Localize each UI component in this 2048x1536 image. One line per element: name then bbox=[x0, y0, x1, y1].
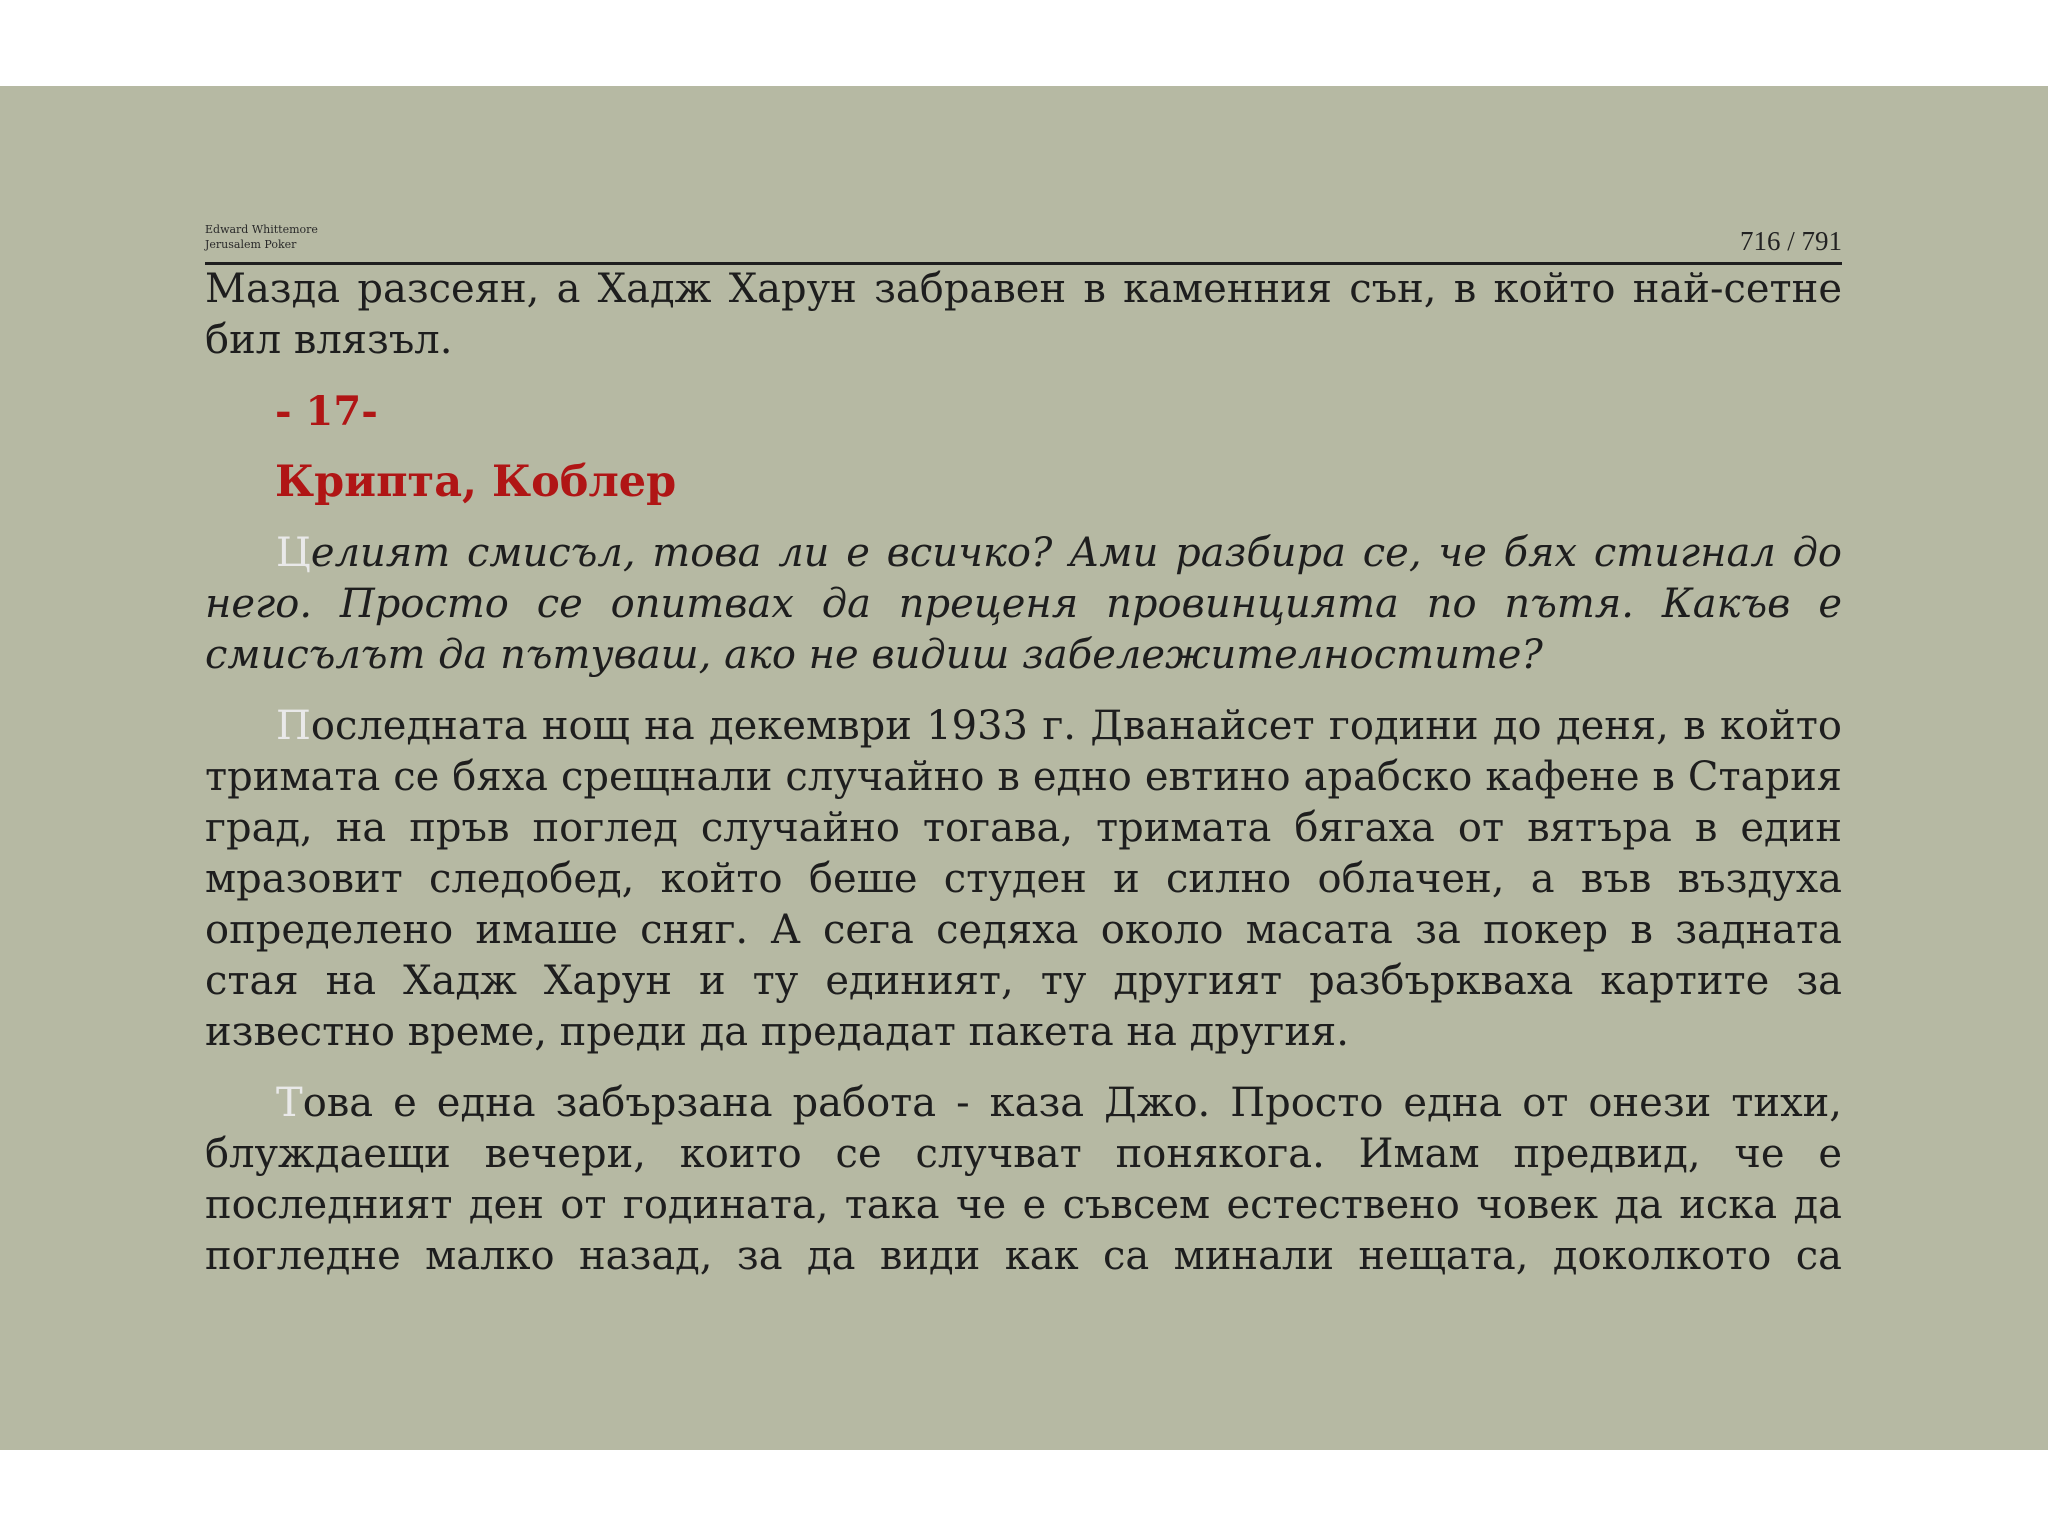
continuation-paragraph: Мазда разсеян, а Хадж Харун забравен в каменния сън, в който най-сетне бил влязъл. bbox=[205, 266, 1842, 363]
book-meta bbox=[205, 222, 318, 252]
author-name: Edward Whittemore bbox=[205, 223, 318, 236]
dropcap-letter: П bbox=[276, 703, 311, 749]
paragraph-text: оследната нощ на декември 1933 г. Дванайсет години до деня, в който тримата се бяха срещнали случайно в едно евтино арабско кафене в Стария град, на пръв поглед случайно тогава, тримата бягаха от вятъра в един мразовит следобед, който беше студен и силно облачен, а във въздуха определено имаше сняг. А сега седяха около масата за покер в задната стая на Хадж Харун и ту единият, ту другият разбъркваха картите за известно време, преди да предадат пакета на другия. bbox=[205, 703, 1842, 1055]
paragraph-body bbox=[205, 701, 1842, 1058]
dropcap-letter: Т bbox=[276, 1080, 303, 1126]
paragraph-body bbox=[205, 1078, 1842, 1282]
paragraph-text: ова е една забързана работа - каза Джо. Просто една от онези тихи, блуждаещи вечери, които се случват понякога. Имам предвид, че е последният ден от годината, така че е съвсем естествено човек да иска да погледне малко назад, за да види как са минали нещата, доколкото са bbox=[205, 1080, 1842, 1279]
page-content[interactable] bbox=[205, 264, 1842, 1282]
page-counter: 716 / 791 bbox=[1739, 226, 1842, 256]
dropcap-letter: Ц bbox=[276, 530, 311, 576]
chapter-number: - 17- bbox=[275, 388, 378, 435]
book-title: Jerusalem Poker bbox=[205, 238, 297, 251]
chapter-title: Крипта, Коблер bbox=[275, 457, 677, 507]
paragraph-epigraph bbox=[205, 528, 1842, 681]
paragraph-text: елият смисъл, това ли е всичко? Ами разбира се, че бях стигнал до него. Просто се опитвах да преценя провинцията по пътя. Какъв е смисълът да пътуваш, ако не видиш забележителностите? bbox=[205, 530, 1842, 678]
running-header bbox=[205, 138, 1842, 265]
